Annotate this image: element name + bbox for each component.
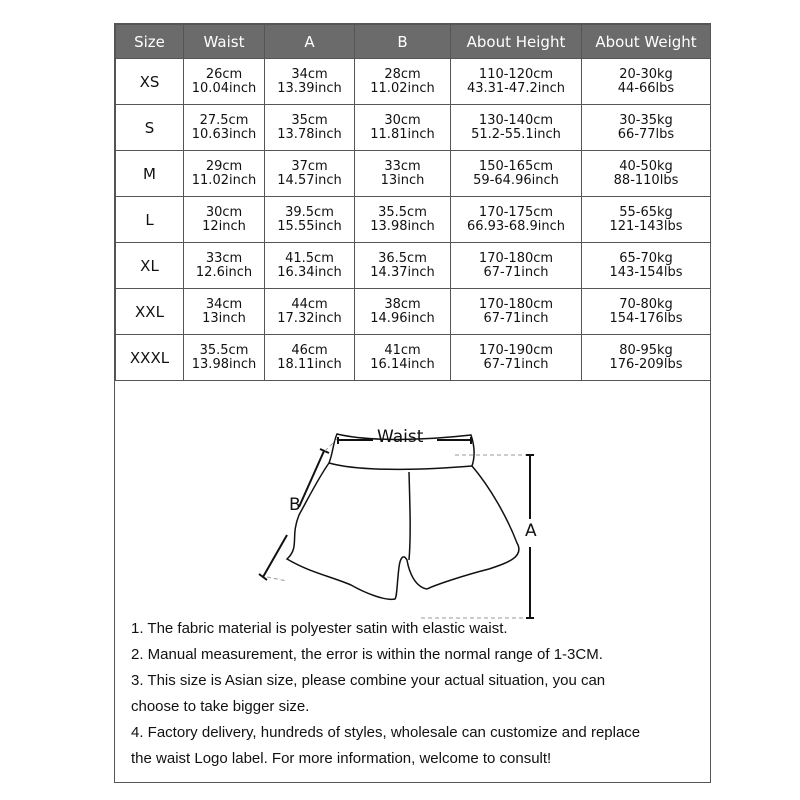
weight-cell <box>582 197 711 243</box>
weight-cell <box>582 243 711 289</box>
b-imperial: 16.14inch <box>370 356 435 372</box>
waist-metric: 29cm <box>205 158 243 174</box>
b-metric: 36.5cm <box>378 250 427 266</box>
waist-imperial: 10.63inch <box>191 126 257 142</box>
a-metric: 37cm <box>291 158 328 174</box>
b-cell <box>355 105 451 151</box>
size-chart-sheet <box>114 23 711 783</box>
waist-metric: 27.5cm <box>199 112 249 128</box>
table-row <box>116 243 711 289</box>
waist-cell <box>184 197 265 243</box>
waist-cell <box>184 243 265 289</box>
a-cell <box>265 197 355 243</box>
weight-imperial: 154-176lbs <box>609 310 683 326</box>
b-cell <box>355 335 451 381</box>
b-cell <box>355 243 451 289</box>
table-row <box>116 197 711 243</box>
height-imperial: 66.93-68.9inch <box>466 218 566 234</box>
height-cell <box>451 151 582 197</box>
height-metric: 170-180cm <box>478 296 554 312</box>
table-row <box>116 289 711 335</box>
a-metric: 44cm <box>291 296 328 312</box>
a-metric: 34cm <box>291 66 328 82</box>
a-guide-lines <box>421 455 526 618</box>
a-label: A <box>525 521 537 541</box>
weight-cell <box>582 335 711 381</box>
height-metric: 170-175cm <box>478 204 554 220</box>
size-cell: XL <box>116 243 184 289</box>
waist-cell <box>184 335 265 381</box>
a-metric: 46cm <box>291 342 328 358</box>
size-table <box>115 24 711 381</box>
waist-cell <box>184 151 265 197</box>
b-metric: 30cm <box>384 112 421 128</box>
a-metric: 39.5cm <box>285 204 334 220</box>
waist-metric: 35.5cm <box>199 342 249 358</box>
weight-cell <box>582 151 711 197</box>
height-imperial: 67-71inch <box>483 356 549 372</box>
b-imperial: 14.37inch <box>370 264 435 280</box>
weight-metric: 80-95kg <box>619 342 673 358</box>
weight-metric: 65-70kg <box>619 250 673 266</box>
weight-metric: 30-35kg <box>619 112 673 128</box>
a-cell <box>265 59 355 105</box>
height-metric: 130-140cm <box>478 112 554 128</box>
b-cell <box>355 289 451 335</box>
height-cell <box>451 335 582 381</box>
b-cell <box>355 59 451 105</box>
waist-imperial: 13inch <box>202 310 246 326</box>
height-cell <box>451 59 582 105</box>
b-imperial: 13inch <box>380 172 425 188</box>
waist-imperial: 13.98inch <box>191 356 257 372</box>
height-imperial: 67-71inch <box>483 310 549 326</box>
shorts-measurement-diagram <box>115 377 710 627</box>
waist-metric: 34cm <box>205 296 243 312</box>
note-line: 1. The fabric material is polyester satin with elastic waist. <box>131 620 508 637</box>
waist-metric: 30cm <box>205 204 243 220</box>
table-row <box>116 105 711 151</box>
weight-imperial: 66-77lbs <box>617 126 675 142</box>
weight-cell <box>582 105 711 151</box>
note-line: 4. Factory delivery, hundreds of styles, wholesale can customize and replace <box>131 724 641 741</box>
b-metric: 35.5cm <box>378 204 427 220</box>
size-cell: XS <box>116 59 184 105</box>
size-cell: XXXL <box>116 335 184 381</box>
weight-imperial: 143-154lbs <box>609 264 683 280</box>
shorts-diagram-svg <box>115 377 710 627</box>
weight-imperial: 176-209lbs <box>609 356 683 372</box>
height-imperial: 67-71inch <box>483 264 549 280</box>
size-cell: M <box>116 151 184 197</box>
a-imperial: 17.32inch <box>277 310 342 326</box>
waist-imperial: 12inch <box>202 218 246 234</box>
waist-imperial: 11.02inch <box>191 172 257 188</box>
table-body <box>116 59 711 381</box>
a-imperial: 18.11inch <box>277 356 342 372</box>
weight-metric: 20-30kg <box>619 66 673 82</box>
b-metric: 28cm <box>384 66 421 82</box>
a-metric: 41.5cm <box>285 250 334 266</box>
b-metric: 33cm <box>384 158 421 174</box>
b-metric: 41cm <box>384 342 421 358</box>
height-cell <box>451 243 582 289</box>
a-cell <box>265 289 355 335</box>
height-metric: 170-180cm <box>478 250 554 266</box>
b-cell <box>355 197 451 243</box>
a-cell <box>265 243 355 289</box>
header-size: Size <box>116 25 184 59</box>
table-row <box>116 335 711 381</box>
b-imperial: 13.98inch <box>370 218 435 234</box>
note-line: 2. Manual measurement, the error is within the normal range of 1-3CM. <box>131 646 603 663</box>
a-cell <box>265 105 355 151</box>
a-imperial: 15.55inch <box>277 218 342 234</box>
a-metric: 35cm <box>291 112 328 128</box>
waist-cell <box>184 289 265 335</box>
b-metric: 38cm <box>384 296 421 312</box>
a-imperial: 14.57inch <box>277 172 342 188</box>
a-cell <box>265 335 355 381</box>
height-metric: 110-120cm <box>478 66 554 82</box>
header-b: B <box>355 25 451 59</box>
size-cell: S <box>116 105 184 151</box>
waist-imperial: 10.04inch <box>191 80 257 96</box>
header-waist: Waist <box>184 25 265 59</box>
height-imperial: 43.31-47.2inch <box>466 80 566 96</box>
weight-cell <box>582 289 711 335</box>
height-imperial: 59-64.96inch <box>473 172 559 188</box>
waist-metric: 26cm <box>205 66 243 82</box>
table-header-row <box>116 25 711 59</box>
a-imperial: 13.39inch <box>277 80 342 96</box>
height-cell <box>451 289 582 335</box>
table-row <box>116 59 711 105</box>
height-metric: 150-165cm <box>478 158 554 174</box>
size-cell: L <box>116 197 184 243</box>
note-line: 3. This size is Asian size, please combine your actual situation, you can <box>131 672 606 689</box>
height-cell <box>451 197 582 243</box>
notes-section <box>131 616 701 772</box>
weight-metric: 70-80kg <box>619 296 673 312</box>
height-metric: 170-190cm <box>478 342 554 358</box>
a-imperial: 16.34inch <box>277 264 342 280</box>
weight-imperial: 44-66lbs <box>617 80 675 96</box>
size-cell: XXL <box>116 289 184 335</box>
note-line: choose to take bigger size. <box>131 698 310 715</box>
header-about-weight: About Weight <box>582 25 711 59</box>
waist-label: Waist <box>377 427 424 447</box>
weight-cell <box>582 59 711 105</box>
waist-metric: 33cm <box>205 250 243 266</box>
weight-metric: 40-50kg <box>619 158 673 174</box>
waist-imperial: 12.6inch <box>195 264 253 280</box>
header-a: A <box>265 25 355 59</box>
b-imperial: 11.81inch <box>370 126 435 142</box>
header-about-height: About Height <box>451 25 582 59</box>
weight-imperial: 88-110lbs <box>613 172 679 188</box>
shorts-center-seam <box>409 472 410 560</box>
b-imperial: 11.02inch <box>370 80 435 96</box>
a-cell <box>265 151 355 197</box>
weight-imperial: 121-143lbs <box>609 218 683 234</box>
weight-metric: 55-65kg <box>619 204 673 220</box>
b-label: B <box>289 495 301 515</box>
shorts-waistband <box>329 463 472 469</box>
height-imperial: 51.2-55.1inch <box>471 126 561 142</box>
shorts-outline <box>287 434 519 599</box>
b-imperial: 14.96inch <box>370 310 435 326</box>
height-cell <box>451 105 582 151</box>
waist-cell <box>184 59 265 105</box>
note-line: the waist Logo label. For more information, welcome to consult! <box>131 750 552 767</box>
waist-cell <box>184 105 265 151</box>
table-row <box>116 151 711 197</box>
a-imperial: 13.78inch <box>277 126 342 142</box>
b-cell <box>355 151 451 197</box>
